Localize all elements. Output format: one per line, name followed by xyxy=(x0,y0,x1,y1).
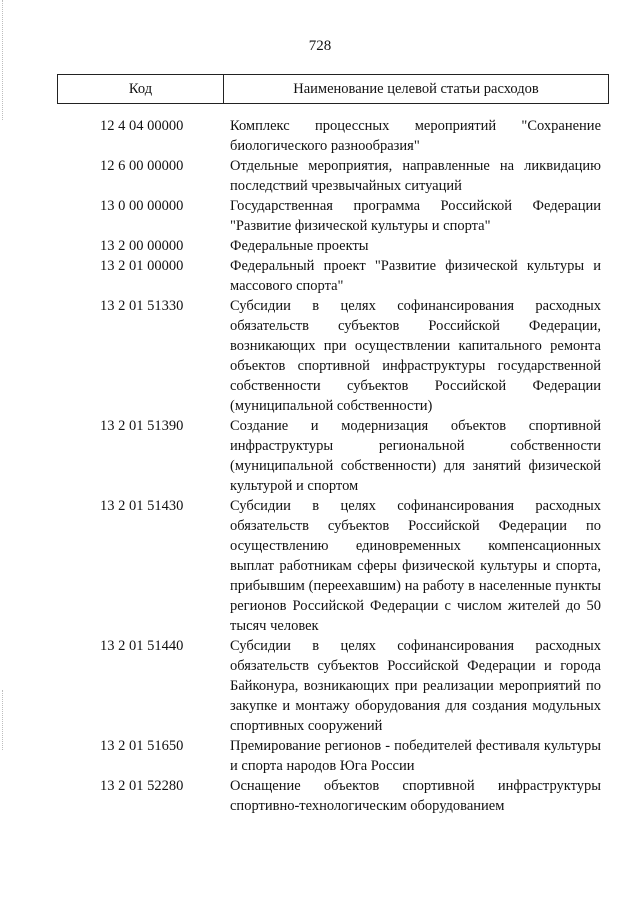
row-name: Комплекс процессных мероприятий "Сохранение биологического разнообразия" xyxy=(230,118,601,154)
table-row xyxy=(0,116,640,156)
row-name: Субсидии в целях софинансирования расходных обязательств субъектов Российской Федерации и города Байконура, возникающих при реализации мероприятий по закупке и монтажу оборудования для создания модульных спортивных сооружений xyxy=(230,638,601,734)
row-name: Создание и модернизация объектов спортивной инфраструктуры региональной собственности (муниципальной собственности) для занятий физической культурой и спортом xyxy=(230,418,601,494)
row-code: 12 6 00 00000 xyxy=(100,158,184,174)
row-code: 13 2 01 51330 xyxy=(100,298,184,314)
table-row xyxy=(0,196,640,236)
row-name: Федеральный проект "Развитие физической культуры и массового спорта" xyxy=(230,258,601,294)
table-row xyxy=(0,636,640,736)
table-row xyxy=(0,736,640,776)
row-code: 13 2 01 51440 xyxy=(100,638,184,654)
row-name: Субсидии в целях софинансирования расходных обязательств субъектов Российской Федерации по осуществлению единовременных компенсационных выплат работникам сферы физической культуры и спорта, прибывшим (переехавшим) на работу в населенные пункты регионов Российской Федерации с числом жителей до 50 тысяч человек xyxy=(230,498,601,634)
row-code: 13 2 00 00000 xyxy=(100,238,184,254)
table-header xyxy=(57,74,609,104)
row-code: 13 2 01 51430 xyxy=(100,498,184,514)
row-name: Федеральные проекты xyxy=(230,238,369,254)
row-code: 13 2 01 00000 xyxy=(100,258,184,274)
table-row xyxy=(0,256,640,296)
table-row xyxy=(0,296,640,416)
row-code: 13 2 01 51390 xyxy=(100,418,184,434)
row-code: 13 2 01 51650 xyxy=(100,738,184,754)
page-number: 728 xyxy=(308,38,332,54)
row-name: Отдельные мероприятия, направленные на ликвидацию последствий чрезвычайных ситуаций xyxy=(230,158,601,194)
row-name: Государственная программа Российской Федерации "Развитие физической культуры и спорта" xyxy=(230,198,601,234)
row-code: 13 0 00 00000 xyxy=(100,198,184,214)
scan-edge-mark xyxy=(2,690,9,750)
header-code: Код xyxy=(58,75,224,103)
header-name: Наименование целевой статьи расходов xyxy=(293,80,539,97)
row-name: Субсидии в целях софинансирования расходных обязательств субъектов Российской Федерации, возникающих при осуществлении капитального ремонта объектов спортивной инфраструктуры государственной собственности субъектов Российской Федерации (муниципальной собственности) xyxy=(230,298,601,414)
row-code: 13 2 01 52280 xyxy=(100,778,184,794)
table-row xyxy=(0,236,640,256)
row-name: Премирование регионов - победителей фестиваля культуры и спорта народов Юга России xyxy=(230,738,601,774)
row-code: 12 4 04 00000 xyxy=(100,118,184,134)
table-body xyxy=(0,116,640,816)
scan-edge-mark xyxy=(2,0,9,120)
table-row xyxy=(0,156,640,196)
table-row xyxy=(0,496,640,636)
table-row xyxy=(0,776,640,816)
table-row xyxy=(0,416,640,496)
row-name: Оснащение объектов спортивной инфраструктуры спортивно-технологическим оборудованием xyxy=(230,778,601,814)
